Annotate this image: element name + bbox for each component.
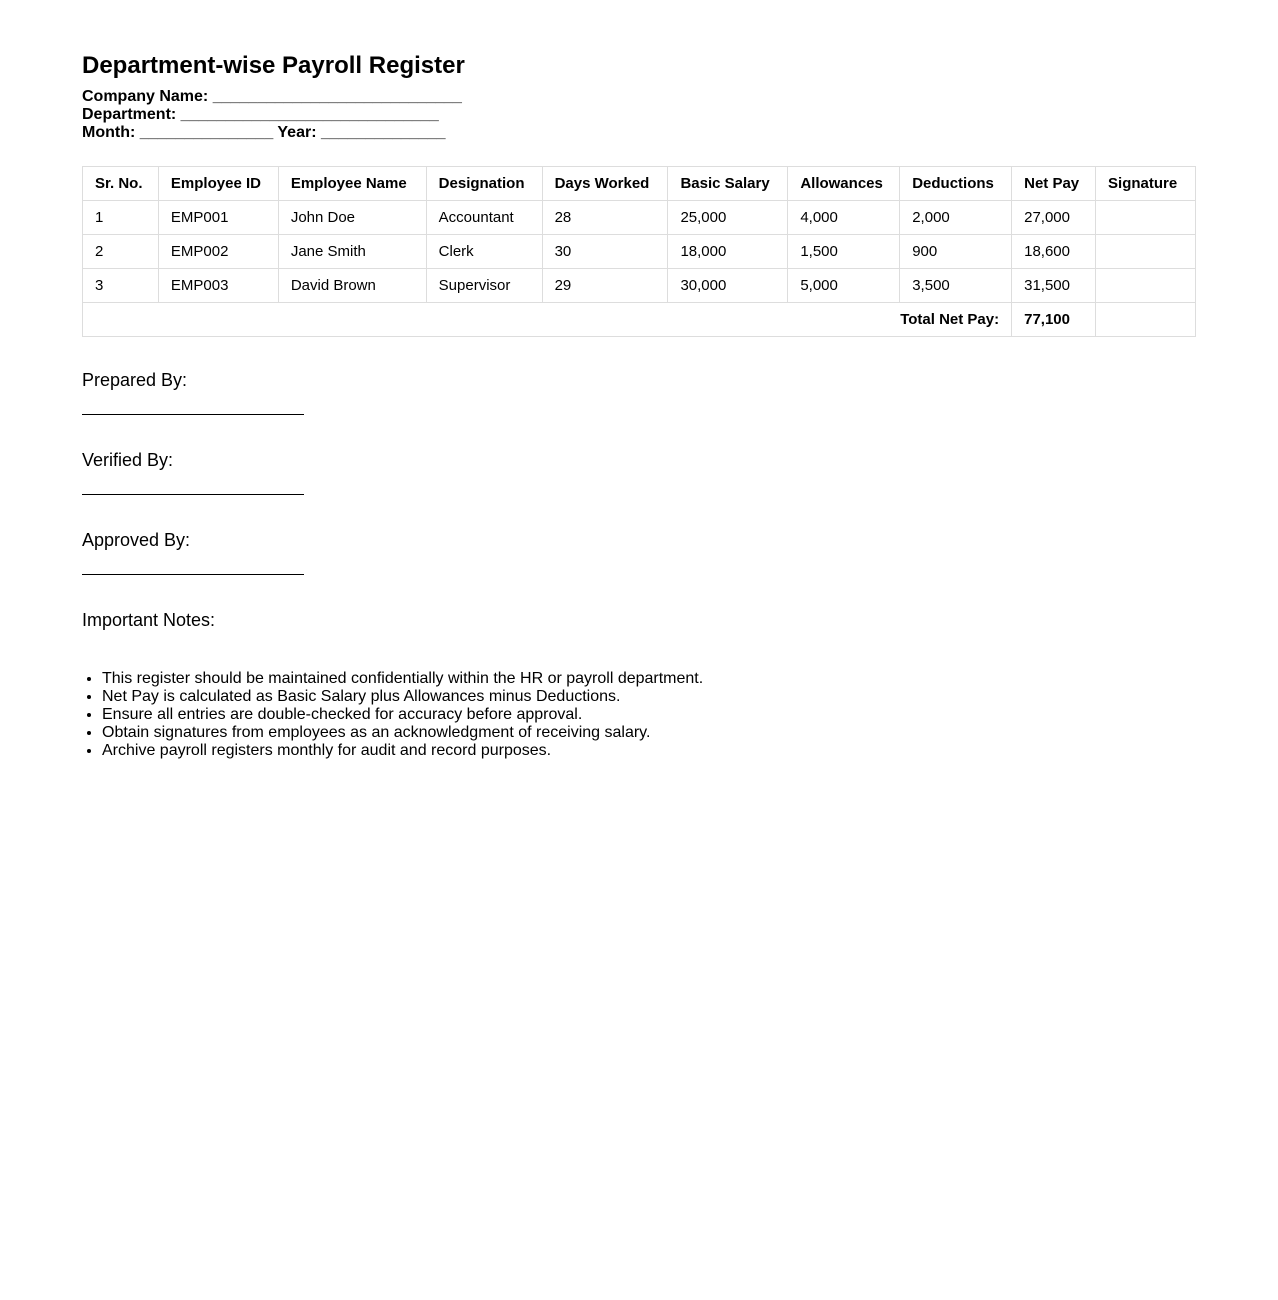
cell-basic-salary: 25,000 xyxy=(668,201,788,235)
approved-by-label: Approved By: xyxy=(82,530,191,550)
month-year-field: Month: _______________ Year: ______________ xyxy=(82,124,446,141)
list-item: • Obtain signatures from employees as an acknowledgment of receiving salary. xyxy=(102,724,703,742)
header-employee-name: Employee Name xyxy=(278,167,426,201)
cell-designation: Accountant xyxy=(426,201,542,235)
cell-sr-no: 3 xyxy=(83,269,159,303)
department-field: Department: _____________________________ xyxy=(82,106,439,123)
cell-deductions: 900 xyxy=(900,235,1012,269)
cell-days-worked: 30 xyxy=(542,235,668,269)
header-fields xyxy=(82,88,462,142)
cell-allowances: 5,000 xyxy=(788,269,900,303)
cell-net-pay: 27,000 xyxy=(1012,201,1096,235)
total-net-pay-label: Total Net Pay: xyxy=(83,303,1012,337)
header-basic-salary: Basic Salary xyxy=(668,167,788,201)
cell-employee-id: EMP002 xyxy=(158,235,278,269)
important-notes-list xyxy=(82,670,703,760)
important-notes-heading: Important Notes: xyxy=(82,610,216,630)
header-days-worked: Days Worked xyxy=(542,167,668,201)
cell-days-worked: 28 xyxy=(542,201,668,235)
total-net-pay-value: 77,100 xyxy=(1012,303,1096,337)
cell-basic-salary: 30,000 xyxy=(668,269,788,303)
cell-signature xyxy=(1096,235,1196,269)
cell-sr-no: 1 xyxy=(83,201,159,235)
header-sr-no: Sr. No. xyxy=(83,167,159,201)
table-row xyxy=(83,235,1196,269)
cell-employee-id: EMP003 xyxy=(158,269,278,303)
list-item: • This register should be maintained confidentially within the HR or payroll department. xyxy=(102,670,703,688)
table-row xyxy=(83,201,1196,235)
approved-by-signature-line xyxy=(82,574,304,575)
verified-by-label: Verified By: xyxy=(82,450,174,470)
company-name-field: Company Name: ____________________________ xyxy=(82,88,462,105)
cell-signature xyxy=(1096,269,1196,303)
list-item: • Ensure all entries are double-checked for accuracy before approval. xyxy=(102,706,703,724)
prepared-by-label: Prepared By: xyxy=(82,370,188,390)
total-signature-cell xyxy=(1096,303,1196,337)
table-row xyxy=(83,269,1196,303)
cell-sr-no: 2 xyxy=(83,235,159,269)
header-net-pay: Net Pay xyxy=(1012,167,1096,201)
header-signature: Signature xyxy=(1096,167,1196,201)
cell-designation: Clerk xyxy=(426,235,542,269)
verified-by-signature-line xyxy=(82,494,304,495)
cell-employee-name: John Doe xyxy=(278,201,426,235)
cell-allowances: 4,000 xyxy=(788,201,900,235)
total-row xyxy=(83,303,1196,337)
cell-employee-name: David Brown xyxy=(278,269,426,303)
header-designation: Designation xyxy=(426,167,542,201)
cell-days-worked: 29 xyxy=(542,269,668,303)
cell-deductions: 2,000 xyxy=(900,201,1012,235)
cell-designation: Supervisor xyxy=(426,269,542,303)
header-employee-id: Employee ID xyxy=(158,167,278,201)
prepared-by-signature-line xyxy=(82,414,304,415)
cell-deductions: 3,500 xyxy=(900,269,1012,303)
payroll-table xyxy=(82,166,1196,337)
cell-employee-id: EMP001 xyxy=(158,201,278,235)
cell-employee-name: Jane Smith xyxy=(278,235,426,269)
list-item: • Net Pay is calculated as Basic Salary plus Allowances minus Deductions. xyxy=(102,688,703,706)
cell-allowances: 1,500 xyxy=(788,235,900,269)
header-allowances: Allowances xyxy=(788,167,900,201)
page-title: Department-wise Payroll Register xyxy=(82,52,465,79)
cell-net-pay: 31,500 xyxy=(1012,269,1096,303)
cell-basic-salary: 18,000 xyxy=(668,235,788,269)
cell-signature xyxy=(1096,201,1196,235)
cell-net-pay: 18,600 xyxy=(1012,235,1096,269)
table-header-row xyxy=(83,167,1196,201)
header-deductions: Deductions xyxy=(900,167,1012,201)
list-item: • Archive payroll registers monthly for audit and record purposes. xyxy=(102,742,703,760)
